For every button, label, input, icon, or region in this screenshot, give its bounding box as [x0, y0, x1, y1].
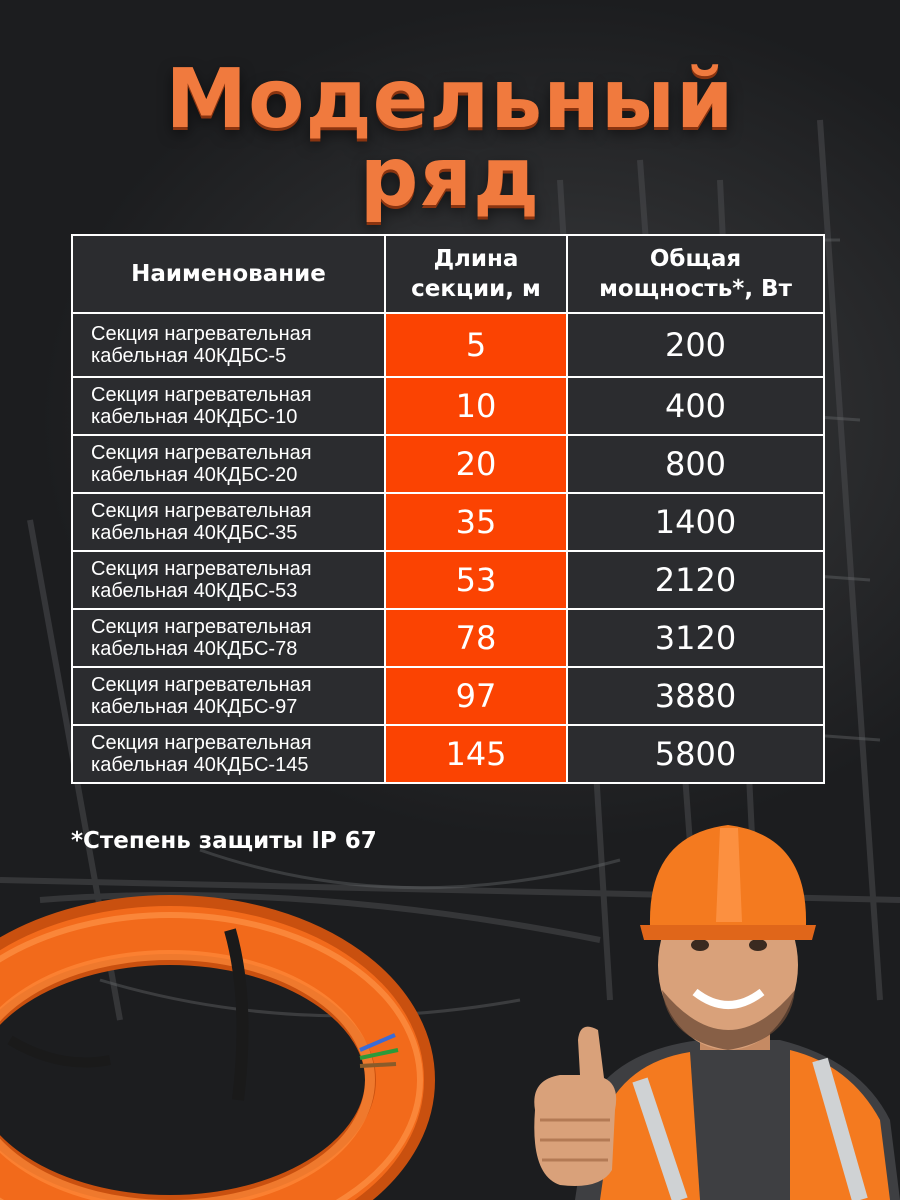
row-name: Секция нагревательная кабельная 40КДБС-20 [72, 435, 385, 493]
row-name: Секция нагревательная кабельная 40КДБС-35 [72, 493, 385, 551]
header-length: Длина секции, м [385, 235, 567, 313]
row-power: 2120 [567, 551, 824, 609]
row-length: 53 [385, 551, 567, 609]
header-power: Общая мощность*, Вт [567, 235, 824, 313]
page-title-line1: Модельный [165, 52, 735, 147]
row-name: Секция нагревательная кабельная 40КДБС-145 [72, 725, 385, 783]
row-power: 1400 [567, 493, 824, 551]
row-length: 78 [385, 609, 567, 667]
row-length: 5 [385, 313, 567, 377]
row-length: 145 [385, 725, 567, 783]
row-power: 200 [567, 313, 824, 377]
row-name: Секция нагревательная кабельная 40КДБС-53 [72, 551, 385, 609]
row-power: 3880 [567, 667, 824, 725]
page-title-line2: ряд [359, 130, 541, 225]
row-name: Секция нагревательная кабельная 40КДБС-97 [72, 667, 385, 725]
protection-footnote: *Степень защиты IP 67 [71, 828, 377, 854]
row-length: 20 [385, 435, 567, 493]
row-name: Секция нагревательная кабельная 40КДБС-78 [72, 609, 385, 667]
heating-cable-coil-icon [0, 915, 420, 1200]
worker-thumbs-up-icon [534, 825, 900, 1200]
row-length: 10 [385, 377, 567, 435]
row-name: Секция нагревательная кабельная 40КДБС-10 [72, 377, 385, 435]
header-name: Наименование [72, 235, 385, 313]
row-length: 97 [385, 667, 567, 725]
row-power: 400 [567, 377, 824, 435]
row-name: Секция нагревательная кабельная 40КДБС-5 [72, 313, 385, 377]
row-length: 35 [385, 493, 567, 551]
row-power: 3120 [567, 609, 824, 667]
row-power: 800 [567, 435, 824, 493]
row-power: 5800 [567, 725, 824, 783]
